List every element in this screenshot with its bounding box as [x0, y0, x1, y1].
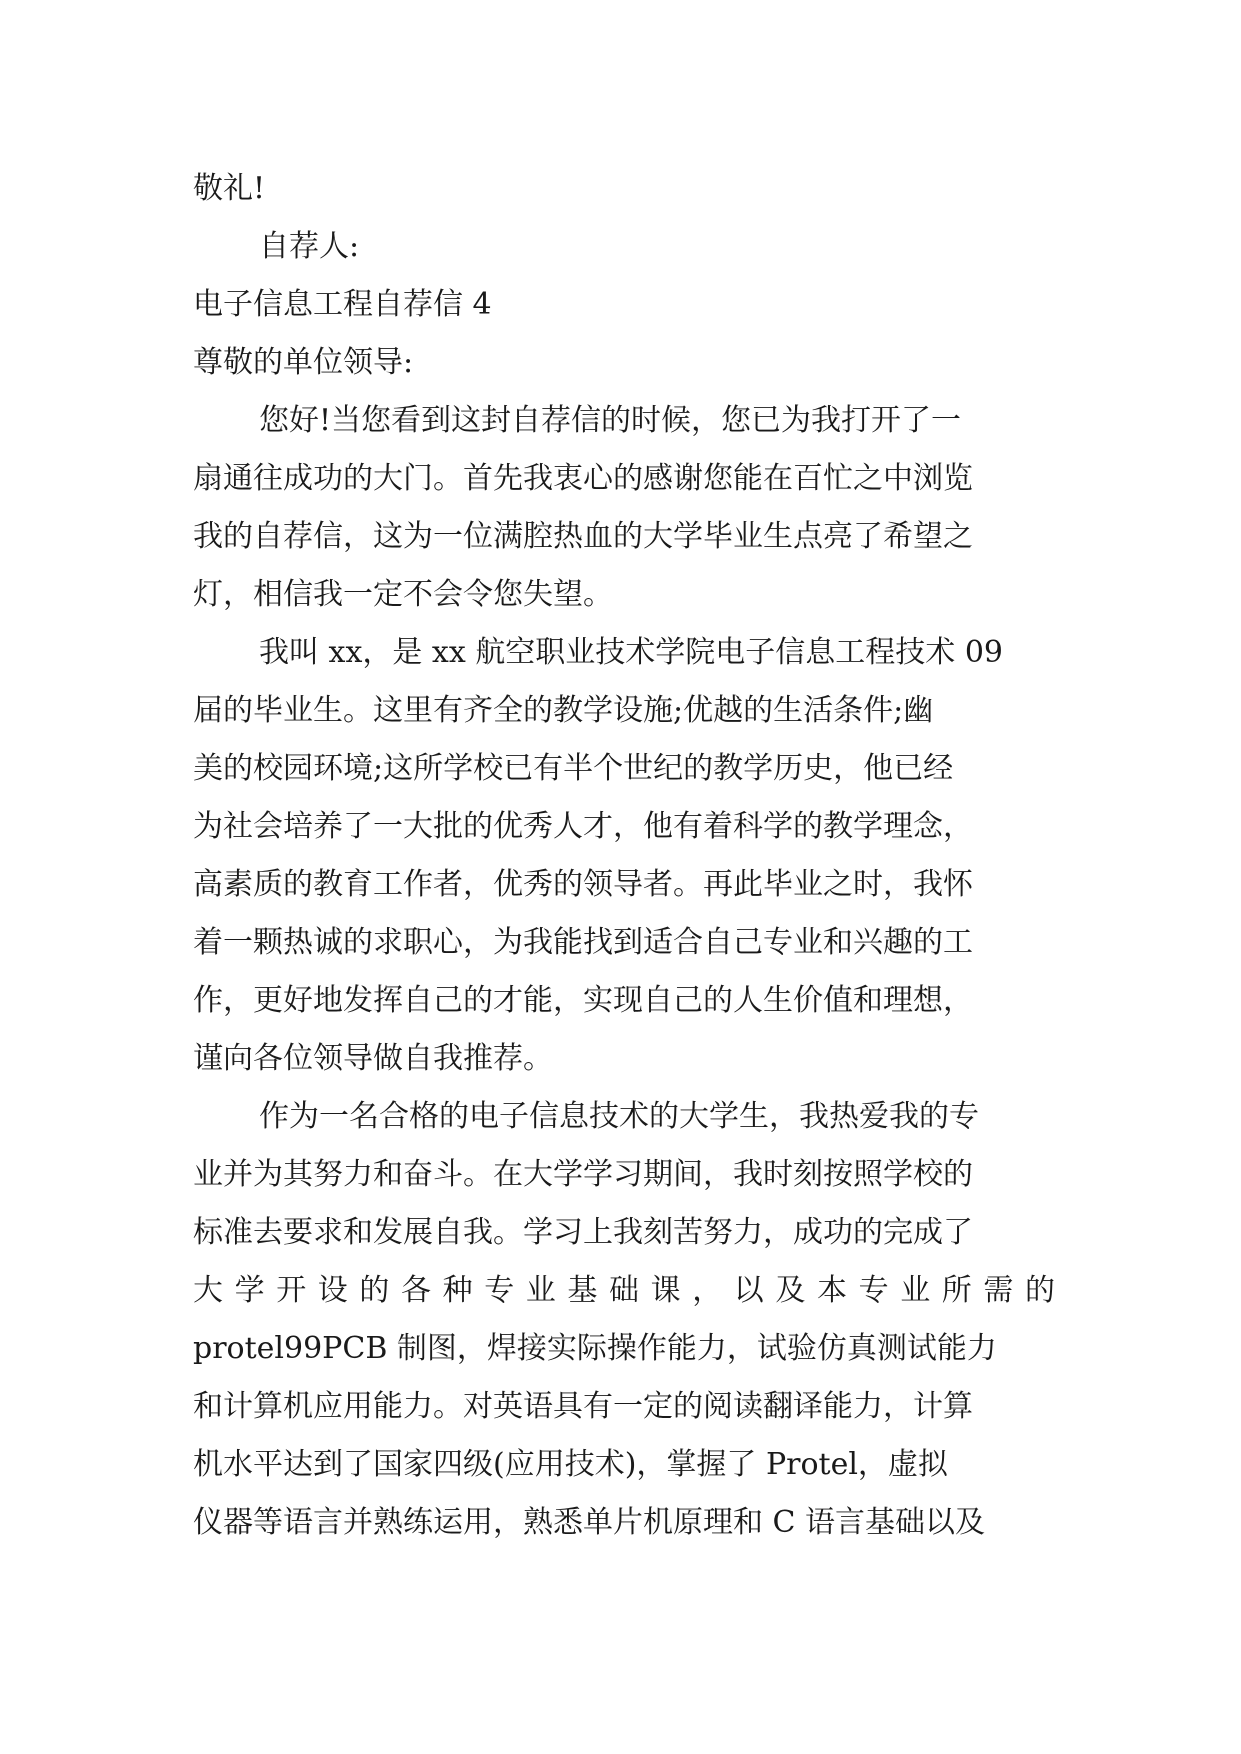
text-line: 您好!当您看到这封自荐信的时候，您已为我打开了一 — [259, 403, 962, 438]
text-line: 作为一名合格的电子信息技术的大学生，我热爱我的专 — [259, 1099, 979, 1134]
text-line: 我叫 xx，是 xx 航空职业技术学院电子信息工程技术 09 — [259, 635, 1003, 670]
text-line: 作，更好地发挥自己的才能，实现自己的人生价值和理想， — [193, 983, 973, 1018]
text-line: 灯，相信我一定不会令您失望。 — [193, 577, 613, 612]
text-line: 着一颗热诚的求职心，为我能找到适合自己专业和兴趣的工 — [193, 925, 973, 960]
text-line: 敬礼! — [193, 171, 266, 206]
text-line: 仪器等语言并熟练运用，熟悉单片机原理和 C 语言基础以及 — [193, 1505, 986, 1540]
letter-title: 电子信息工程自荐信 4 — [193, 287, 492, 322]
text-line: 大学开设的各种专业基础课，以及本专业所需的 — [193, 1273, 1055, 1308]
text-line: 为社会培养了一大批的优秀人才，他有着科学的教学理念， — [193, 809, 973, 844]
text-line: 高素质的教育工作者，优秀的领导者。再此毕业之时，我怀 — [193, 867, 973, 902]
text-line: 和计算机应用能力。对英语具有一定的阅读翻译能力，计算 — [193, 1389, 973, 1424]
text-line: 扇通往成功的大门。首先我衷心的感谢您能在百忙之中浏览 — [193, 461, 973, 496]
letter-body — [193, 160, 1055, 1552]
text-line: 届的毕业生。这里有齐全的教学设施;优越的生活条件;幽 — [193, 693, 934, 728]
text-line: 美的校园环境;这所学校已有半个世纪的教学历史，他已经 — [193, 751, 954, 786]
text-line: 谨向各位领导做自我推荐。 — [193, 1041, 553, 1076]
text-line: 业并为其努力和奋斗。在大学学习期间，我时刻按照学校的 — [193, 1157, 973, 1192]
salutation: 尊敬的单位领导: — [193, 345, 414, 380]
text-line: 我的自荐信，这为一位满腔热血的大学毕业生点亮了希望之 — [193, 519, 973, 554]
text-line: 自荐人: — [259, 229, 360, 264]
text-line: 标准去要求和发展自我。学习上我刻苦努力，成功的完成了 — [193, 1215, 973, 1250]
text-line: protel99PCB 制图，焊接实际操作能力，试验仿真测试能力 — [193, 1331, 997, 1366]
text-line: 机水平达到了国家四级(应用技术)，掌握了 Protel，虚拟 — [193, 1447, 948, 1482]
